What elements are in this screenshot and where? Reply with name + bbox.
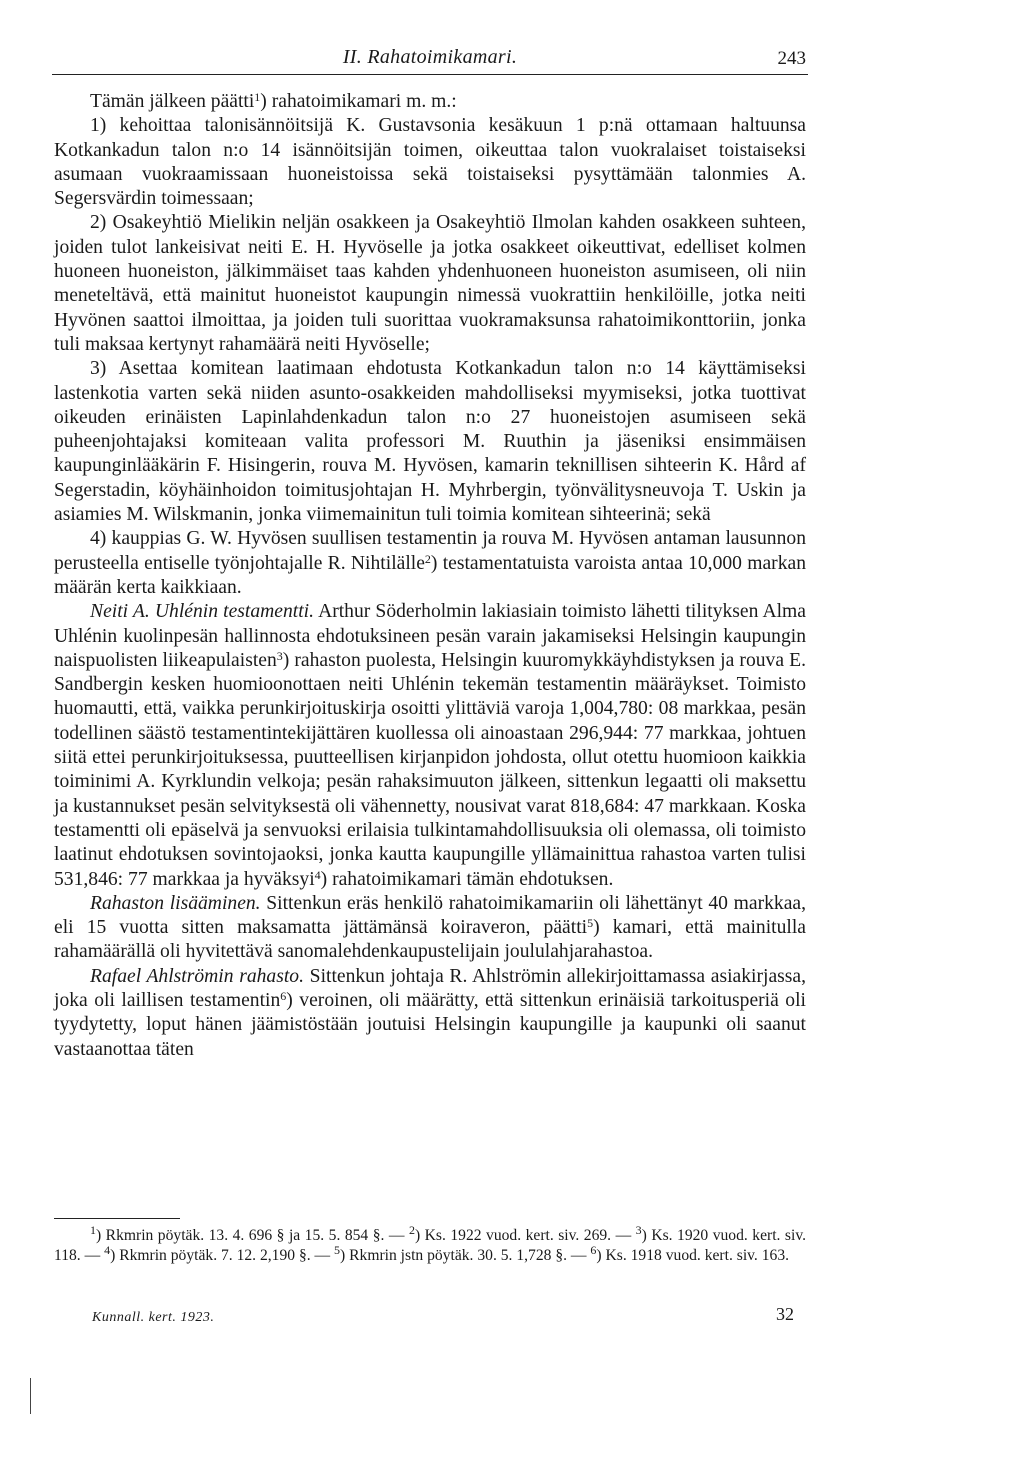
text-run: 2) Osakeyhtiö Mielikin neljän osakkeen ja Osakeyhtiö Ilmolan kahden osakkeen suhteen, joiden tulot lankeisivat neiti E. H. Hyvöselle ja jotka osakkeet oikeuttivat, edelliset kolmen huoneen huoneiston, jälkimmäiset taas kahden yhdenhuoneen huoneiston asumiseen, oli niin meneteltävä, että mainitut huoneistot kaupungin nimessä vuokrattiin henkilöille, jotka neiti Hyvönen saattoi ilmoittaa, ja joiden tuli suorittaa vuokramaksunsa rahatoimikonttoriin, jonka tuli maksaa kertynyt rahamäärä neiti Hyvöselle; [54,212,806,355]
page-number: 243 [777,48,806,69]
text-run: ) Ks. 1920 vuod. kert. siv. 118. — [54,1227,806,1264]
text-run: Sittenkun johtaja R. Ahlströmin allekirjoittamassa asiakirjassa, joka oli laillisen testamentin [54,965,806,1011]
text-run: ) rahatoimikamari tämän ehdotuksen. [320,868,614,890]
footnote-ref: 4 [104,1242,111,1257]
margin-mark [30,1378,31,1414]
paragraph [54,965,806,1062]
footnote-ref: 1 [254,90,261,104]
footnote-ref: 5 [587,916,594,931]
running-header [52,44,808,75]
text-run: 1) kehoittaa talonisännöitsijä K. Gustavsonia kesäkuun 1 p:nä ottamaan haltuunsa Kotkankadun talon n:o 14 isännöitsijän toimen, oikeuttaa talon vuokralaiset toistaiseksi asumaan vuokraamissaan huoneistoissa sekä toistaiseksi pysyttämään talonmies A. Segersvärdin toimessaan; [54,115,806,210]
text-run: 3) Asettaa komitean laatimaan ehdotusta Kotkankadun talon n:o 14 käyttämiseksi lastenkotia varten sekä niiden asunto-osakkeiden mahdolliseksi myymiseksi, jotka tuottivat oikeuden erinäisten Lapinlahdenkadun talon n:o 27 huoneistojen asumiseen sekä puheenjohtajaksi komiteaan valita professori M. Ruuthin ja jäseniksi ensimmäisen kaupunginlääkärin F. Hisingerin, rouva M. Hyvösen, kamarin teknillisen sihteerin K. Hård af Segerstadin, köyhäinhoidon toimitusjohtajan H. Myhrbergin, työnvälitysneuvoja T. Uskin ja asiamies M. Wilskmanin, jonka viimemainitun tuli toimia komitean sihteerinä; sekä [54,358,806,526]
text-run: Sittenkun eräs henkilö rahatoimikamariin oli lähettänyt 40 markkaa, eli 15 vuotta sitten maksamatta jättämänsä koiraveron, päätti [54,892,806,939]
paragraph [54,211,806,357]
section-heading: Neiti A. Uhlénin testamentti. [90,601,315,623]
text-run: Tämän jälkeen päätti [90,91,255,112]
paragraph [54,527,806,600]
text-run: ) testamentatuista varoista antaa 10,000 markan määrän kerta kaikkiaan. [54,552,806,598]
section-heading: Rahaston lisääminen. [90,892,261,914]
text-run: ) veroinen, oli määrätty, että sittenkun erinäisiä tarkoitusperiä oli tyydytetty, loput hänen jäämistöstään joutuisi Helsingin kaupungille ja kaupunki oli saanut vastaanottaa täten [54,989,806,1060]
sheet-number: 32 [776,1304,794,1324]
text-run: ) rahaston puolesta, Helsingin kuuromykkäyhdistyksen ja rouva E. Sandbergin kesken huomioonottaen neiti Uhlénin tekemän testamentin määräykset. Toimisto huomautti, että, vaikka perunkirjoituskirja osoitti ylittäviä varoja 1,004,780: 08 markkaa, pesän todellinen säästö testamentintekijättären kuollessa oli ainoastaan 296,944: 77 markkaa, johtuen siitä ettei perunkirjoituksessa, puutteellisen kirjanpidon johdosta, ollut otettu huomioon kaikkia toiminimi A. Kyrklundin velkoja; pesän rahaksimuuton jälkeen, sittenkun legaatti oli maksettu ja kustannukset pesän selvityksestä oli vähennetty, nousivat varat 818,684: 47 markkaan. Koska testamentti oli epäselvä ja senvuoksi erilaisia tulkintamahdollisuuksia oli olemassa, oli toimisto laatinut ehdotuksen sovintojaoksi, jonka kautta kaupungille yllämainittua rahastoa varten tulisi 531,846: 77 markkaa ja hyväksyi [54,649,806,890]
footnote-ref: 6 [280,988,287,1003]
paragraph [54,90,806,114]
footnote-ref: 2 [424,551,431,566]
footnote-ref: 2 [408,1223,415,1237]
text-run: ) kamari, että mainitulla rahamäärällä oli hyvitettävä sanomalehdenkaupustelijain joululahjarahastoa. [54,917,807,963]
body-text [54,90,806,1062]
footnote-ref: 4 [314,867,321,882]
paragraph [54,357,806,527]
footnotes [54,1223,806,1265]
text-run: ) rahatoimikamari m. m.: [260,91,457,112]
paragraph [54,892,806,965]
text-run: ) Rkmrin jstn pöytäk. 30. 5. 1,728 §. — [340,1246,591,1264]
section-heading: Rafael Ahlströmin rahasto. [90,965,304,987]
text-run: ) Ks. 1922 vuod. kert. siv. 269. — [414,1227,636,1244]
footnote-ref: 1 [90,1223,96,1237]
header-title: II. Rahatoimikamari. [342,46,518,68]
footnote-ref: 6 [590,1242,597,1257]
text-run: ) Ks. 1918 vuod. kert. siv. 163. [596,1246,790,1264]
text-run: ) Rkmrin pöytäk. 13. 4. 696 § ja 15. 5. 854 §. — [96,1227,409,1244]
footer-signature: Kunnall. kert. 1923. [92,1310,215,1325]
footnote-divider [54,1218,180,1219]
text-run: 4) kauppias G. W. Hyvösen suullisen testamentin ja rouva M. Hyvösen antaman lausunnon perusteella entiselle työnjohtajalle R. Nihtilälle [54,528,806,574]
footnote [54,1223,806,1265]
footnote-ref: 5 [334,1242,341,1257]
paragraph [54,114,806,211]
footnote-ref: 3 [635,1223,642,1237]
text-run: Arthur Söderholmin lakiasiain toimisto lähetti tilityksen Alma Uhlénin kuolinpesän hallinnosta ehdotuksineen pesän varain jakamiseksi Helsingin kaupungin naispuolisten liikeapulaisten [54,601,806,671]
footnote-ref: 3 [276,648,283,663]
text-run: ) Rkmrin pöytäk. 7. 12. 2,190 §. — [110,1246,335,1264]
paragraph [54,600,806,892]
